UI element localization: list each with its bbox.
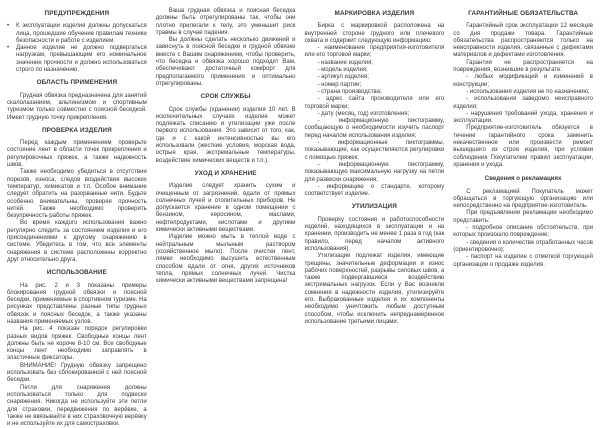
section-heading: ОБЛАСТЬ ПРИМЕНЕНИЯ [36,79,118,87]
dash-item: - информационные пиктограммы, показывающие, как осуществляются регулировки с помощью пряжек; [304,140,445,161]
paragraph: Изделие следует хранить сухим и очищенным от загрязнений, вдали от прямых солнечных лучей и отопительных приборов. Не допускается хранение в одном помещении с бензином, керосином, маслами, нефтепродуктами, кислотами и другими химически активными веществами. [155,183,296,234]
bullet-item: • Данное изделие не должно подвергаться нагрузкам, превышающим его номинальное значение прочности и должно использоваться строго по назначению. [16,45,147,74]
paragraph: Бирка с маркировкой расположена на внутренней стороне грудного или плечевого охвата и содержит следующую информацию: [304,23,445,44]
section-heading: УХОД И ХРАНЕНИЕ [194,169,257,177]
paragraph: Петли для снаряжения должны использоваться только для подвески снаряжения. Никогда не используйте эти петли для страховки, передвижения по верёвке, а также не ввязывайте в них страховочную верёвку и не используйте их для самостраховки. [7,384,147,428]
section-subheading: Сведения о рекламациях [484,175,562,183]
section-heading: СРОК СЛУЖБЫ [200,93,251,101]
dash-item: - наименование предприятия-изготовителя или его торговой марки; [304,45,445,59]
text-column-4 [453,8,593,414]
section-heading: ПРОВЕРКА ИЗДЕЛИЯ [41,126,112,134]
dash-item: - информационную пиктограмму, сообщающую о необходимости изучить паспорт перед началом использования изделия; [304,118,445,139]
dash-item: - адрес сайта производителя или его торговой марки; [304,96,445,110]
dash-item: - нарушения требований ухода, хранения и эксплуатации. [453,110,593,125]
dash-item: - использования заведомо неисправного изделия; [453,96,593,110]
dash-item: - информационную пиктограмму, показывающую максимальную нагрузку на петли для развески снаряжения; [304,161,445,183]
dash-item: - информацию о стандарте, которому соответствует изделие. [304,183,445,198]
paragraph: Гарантийный срок эксплуатации 12 месяцев со дня продажи товара. Гарантийные обязательства распространяются только на неисправности изделия, связанные с дефектами материалов и дефектами изготовления. [453,23,593,59]
dash-item: - номер партии; [317,81,362,88]
paragraph: При предъявлении рекламации необходимо представить: [453,210,593,224]
dash-item: - модель изделия; [317,67,368,74]
paragraph: ВНИМАНИЕ! Грудную обвязку запрещено использовать без сблокированной с ней поясной беседки. [7,362,147,384]
text-column-3 [305,8,445,414]
paragraph: Изделие можно мыть в теплой воде с нейтральным мыльным раствором (хозяйственное мыло). После очистки лент, лямки необходимо высушить естественным способом вдали от огня, других источников тепла, прямых солнечных лучей. Чистка химически активными веществами запрещена! [155,234,296,285]
dash-item: - страна производства; [317,88,382,95]
paragraph: На рис. 4 показан порядок регулировки разных видов пряжек. Свободные концы лент должны быть не короче 8-10 см. Все свободные концы лент необходимо заправлять в эластичные фиксаторы. [7,326,147,362]
paragraph: На рис. 2 и 3 показаны примеры блокирования грудной обвязки и поясной беседки, применяемые в спортивном туризме. На рисунках представлены разные типы грудных обвязок и поясных беседок, а также указаны названия применяемых узлов. [7,282,147,325]
section-heading: УТИЛИЗАЦИЯ [351,203,397,211]
paragraph: Проверку состояния и работоспособности изделий, находящихся в эксплуатации и на хранении, производить не менее 1 раза в год (как правило, перед началом активного использования). [304,216,445,252]
dash-item: - название изделия; [317,59,374,66]
dash-item: - паспорт на изделие с отметкой торгующей организации о продаже изделия. [453,254,593,268]
paragraph: Во время каждого использования важно регулярно следить за состоянием изделия и его присоединениями к другому снаряжению в системе. Убедитесь в том, что все элементы снаряжения в системе расположены корректно друг относительно друга. [7,220,147,263]
text-column-2 [156,8,296,414]
paragraph: Ваша грудная обвязка и поясная беседка должны быть отрегулированы так, чтобы они плотно прилегали к телу, это уменьшит риск травмы в случае падения. [155,8,296,36]
dash-item: - артикул изделия; [317,74,369,81]
section-heading: ПРЕДУПРЕЖДЕНИЯ [44,10,110,17]
dash-item: - любых модификаций и изменений в конструкции; [453,74,593,88]
paragraph: Также необходимо убедиться в отсутствии порезов, износа, следов воздействия высоких температур, химикатов и т.п. Особое внимание следует обратить на разорванные нити. Будьте особенно внимательны, проверяя прочность нитей. Также необходимо проверить безупречность работы пряжек. [7,169,147,220]
paragraph: Грудная обвязка предназначена для занятий скалолазанием, альпинизмом и спортивным туризмом только совместно с поясной беседкой. Имеет грудную точку прикрепления. [7,92,147,121]
dash-item: - подробное описание обстоятельств, при которых произошло повреждение; [453,225,593,239]
dash-item: - использования изделия не по назначению; [466,88,590,95]
text-column-1 [7,8,147,428]
paragraph: Вы должны сделать несколько движений и зависнуть в поясной беседке и грудной обвязке вместе с Вашим снаряжением, чтобы проверить, что беседка и обвязка хорошо подходят Вам, обеспечивают достаточный комфорт для предполагаемого применения и оптимально отрегулированы. [155,37,296,87]
section-heading: МАРКИРОВКА ИЗДЕЛИЯ [334,10,415,17]
paragraph: Перед каждым применением проверьте состояние лент в области точек прикрепления и регулировочных пряжек, а также надежность швов. [7,140,147,169]
dash-item: - дату (месяц, год) изготовления; [317,110,410,117]
bullet-item: • К эксплуатации изделия должны допускаться лица, прошедшие обучение правилам техники безопасности и работе с изделием. [16,23,147,45]
dash-item: - сведения о количестве отработанных часов (ориентировочно); [453,239,593,253]
paragraph: Утилизации подлежат изделия, имеющие трещины, значительные деформации и износ рабочих поверхностей, разрывы силовых швов, а также подвергавшиеся воздействию экстремальных нагрузок. Если у Вас возникли сомнения в надежности изделия, утилизируйте его. Выбракованные изделия и их компоненты необходимо уничтожить любым доступным способом, чтобы исключить непреднамеренное использование третьими лицами. [304,253,445,325]
section-heading: ИСПОЛЬЗОВАНИЕ [46,269,107,277]
paragraph: Срок службы (хранения) изделия 10 лет. В исключительных случаях изделие может подлежать списанию и утилизации уже после первого использования. Это зависит от того, как, где и с какой интенсивностью вы его использовали (жесткие условия, морская вода, острые края, экстремальные температуры, воздействие химических веществ и т.п.). [155,106,296,164]
section-heading: ГАРАНТИЙНЫЕ ОБЯЗАТЕЛЬСТВА [468,10,579,17]
paragraph: Гарантия не распространяется на повреждения, возникшие в результате: [453,59,593,74]
bullet-list [7,23,147,74]
paragraph: Предприятие-изготовитель обязуется в течение гарантийного срока заменить некачественное или произвести ремонт вышедшего из строя изделия, при условии соблюдения Покупателем правил эксплуатации, хранения и ухода. [453,125,593,168]
paragraph: С рекламацией Покупатель может обращаться в торгующую организацию или непосредственно на предприятие-изготовитель. [453,188,593,210]
